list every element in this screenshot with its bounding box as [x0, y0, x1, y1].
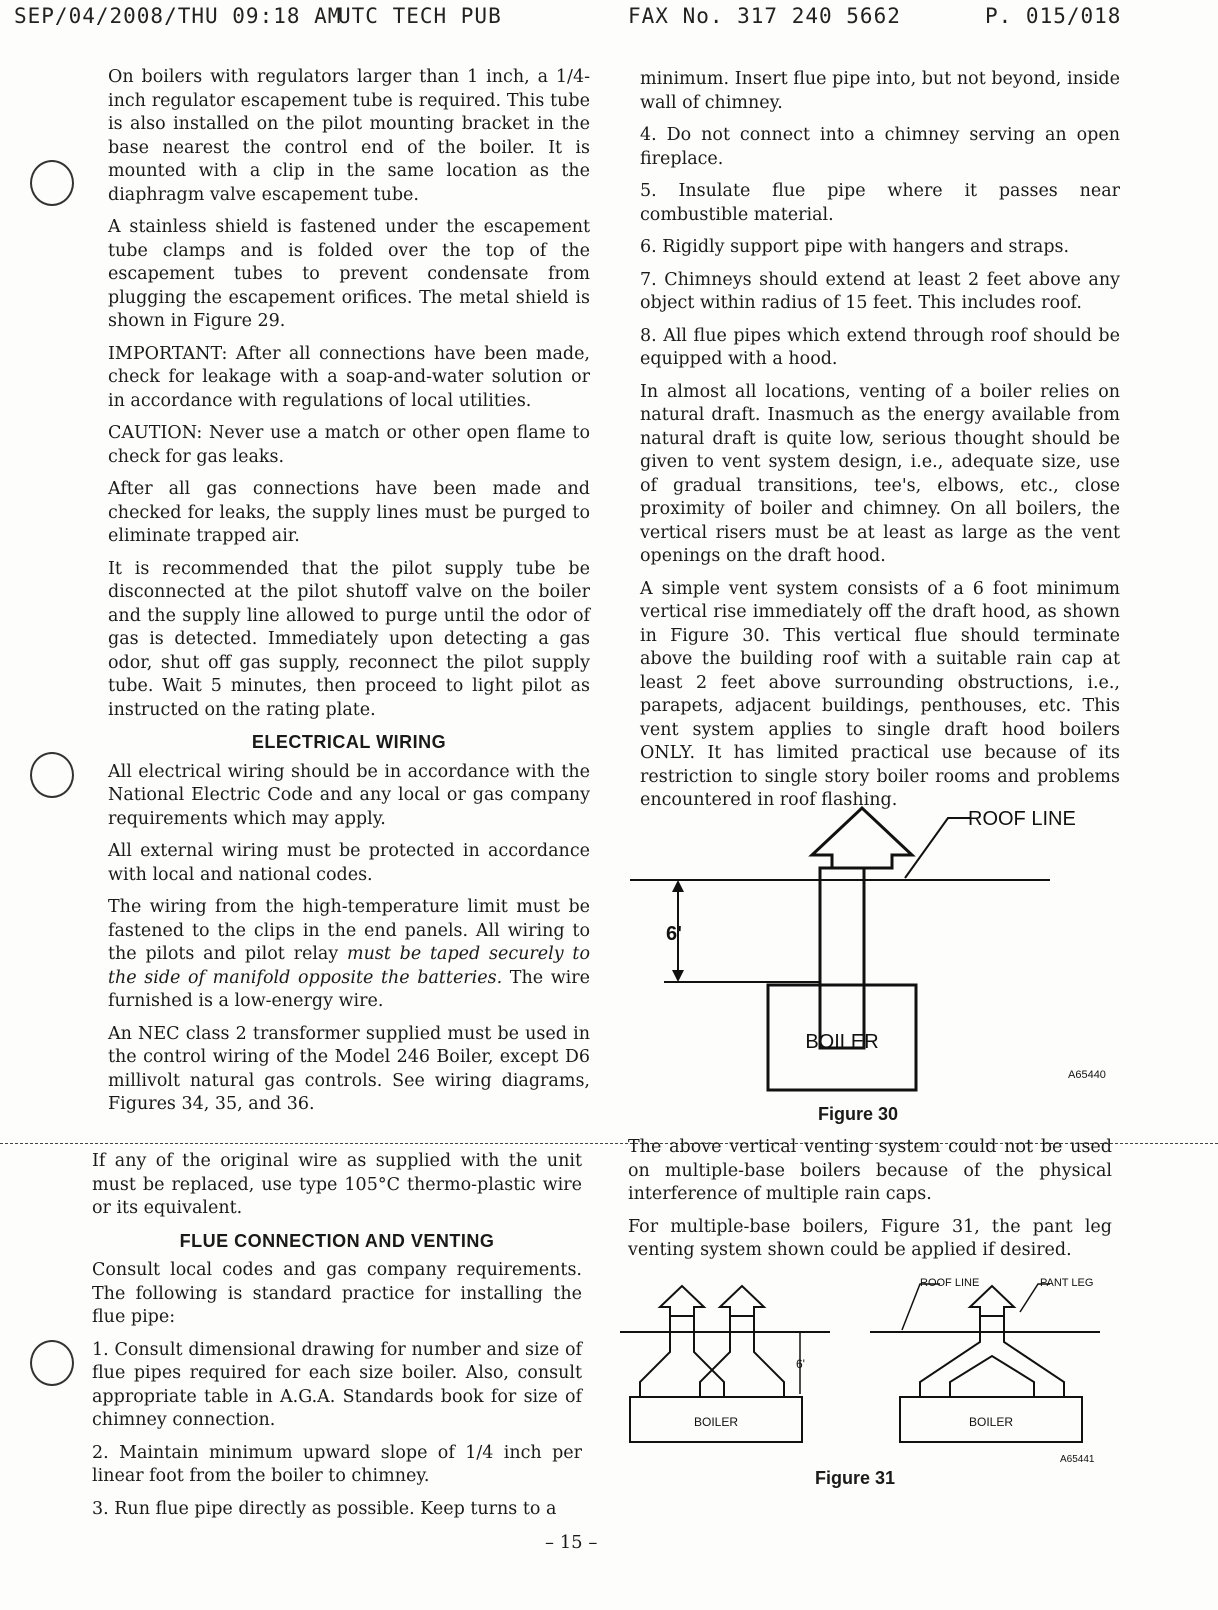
section-heading-flue: FLUE CONNECTION AND VENTING: [179, 1230, 495, 1251]
text-run: The wiring from the high-temperature limit must be fastened to the clips in the end panels. All wiring to the pilots and pilot relay: [108, 897, 590, 964]
flue-pipe: [820, 868, 864, 1048]
right-column-upper: [640, 68, 1120, 822]
paragraph: For multiple-base boilers, Figure 31, the pant leg venting system shown could be applied if desired.: [628, 1216, 1112, 1260]
list-item: 5. Insulate flue pipe where it passes near combustible material.: [640, 181, 1120, 225]
paragraph: All external wiring must be protected in accordance with local and national codes.: [108, 841, 590, 885]
paragraph: The above vertical venting system could not be used on multiple-base boilers because of the physical interference of multiple rain caps.: [628, 1137, 1112, 1204]
list-item: 8. All flue pipes which extend through roof should be equipped with a hood.: [640, 325, 1120, 369]
list-item: 4. Do not connect into a chimney serving an open fireplace.: [640, 125, 1120, 169]
paragraph: On boilers with regulators larger than 1 inch, a 1/4-inch regulator escapement tube is required. This tube is also installed on the pilot mounting bracket in the base nearest the control end of the boiler. It is mounted with a clip in the same location as the diaphragm valve escapement tube.: [108, 67, 590, 205]
figure-31: [620, 1272, 1120, 1468]
figure-31-caption: Figure 31: [815, 1468, 896, 1488]
rain-cap-icon: [970, 1286, 1014, 1316]
figure-30-caption: Figure 30: [818, 1104, 899, 1124]
list-item: 7. Chimneys should extend at least 2 feet above any object within radius of 15 feet. This includes roof.: [640, 269, 1120, 313]
left-column-lower: [92, 1150, 582, 1530]
flue-pipe: [640, 1316, 724, 1397]
paragraph: It is recommended that the pilot supply tube be disconnected at the pilot shutoff valve on the boiler and the supply line allowed to purge until the odor of gas is detected. Immediately upon detecting a gas odor, shut off gas supply, reconnect the pilot supply tube. Wait 5 minutes, then proceed to light pilot as instructed on the rating plate.: [108, 558, 590, 720]
text-run: The wire furnished is a low-energy wire.: [108, 967, 590, 1011]
figure-30: [630, 808, 1170, 1140]
paragraph: A simple vent system consists of a 6 foot minimum vertical rise immediately off the draft hood, as shown in Figure 30. This vertical flue should terminate above the building roof with a suitable rain cap at least 2 feet above surrounding obstructions, i.e., parapets, adjacent buildings, penthouses, etc. This vent system applies to single draft hood boilers ONLY. It has limited practical use because of its restriction to single story boiler rooms and problems encountered in roof flashing.: [640, 578, 1120, 810]
section-heading-electrical: ELECTRICAL WIRING: [251, 732, 447, 752]
left-column-upper: [108, 66, 590, 1126]
boiler-label: BOILER: [693, 1415, 739, 1429]
list-item: 3. Run flue pipe directly as possible. Keep turns to a: [92, 1498, 557, 1519]
rain-cap-icon: [660, 1286, 704, 1316]
fax-dept: UTC TECH PUB: [338, 4, 502, 28]
roof-line-label: ROOF LINE: [968, 808, 1076, 830]
paragraph: A stainless shield is fastened under the escapement tube clamps and is folded over the top of the escapement tubes to prevent condensate from plugging the escapement orifices. The metal shield is shown in Figure 29.: [108, 217, 590, 331]
roof-line-leader: [905, 818, 970, 878]
list-item: 2. Maintain minimum upward slope of 1/4 inch per linear foot from the boiler to chimney.: [92, 1442, 582, 1486]
list-item: 6. Rigidly support pipe with hangers and straps.: [640, 237, 1070, 257]
punch-hole-bottom: [30, 1340, 74, 1386]
boiler-label: BOILER: [968, 1415, 1014, 1429]
pant-leg-pipe: [920, 1316, 1064, 1397]
list-item: 1. Consult dimensional drawing for number and size of flue pipes required for each size boiler. Also, consult appropriate table in A.G.A. Standards book for size of chimney connection.: [92, 1339, 582, 1430]
figure-30-drawing: [630, 808, 1170, 1140]
figure-code: A65440: [1068, 1069, 1106, 1081]
paragraph: Consult local codes and gas company requirements. The following is standard practice for installing the flue pipe:: [92, 1260, 582, 1327]
paragraph: [108, 896, 590, 1014]
height-label: 6': [796, 1357, 805, 1371]
paragraph: CAUTION: Never use a match or other open flame to check for gas leaks.: [108, 423, 590, 467]
paragraph: IMPORTANT: After all connections have been made, check for leakage with a soap-and-water solution or in accordance with regulations of local utilities.: [108, 343, 590, 411]
arrow-up-icon: [672, 880, 684, 892]
right-column-lower: [628, 1136, 1112, 1272]
boiler-label: BOILER: [805, 1031, 879, 1053]
height-label: 6': [666, 923, 682, 945]
arrow-down-icon: [672, 970, 684, 982]
paragraph: minimum. Insert flue pipe into, but not beyond, inside wall of chimney.: [640, 69, 1120, 113]
roof-line-label: ROOF LINE: [920, 1277, 980, 1289]
punch-hole-middle: [30, 752, 74, 798]
paragraph: All electrical wiring should be in accordance with the National Electric Code and any local or gas company requirements which may apply.: [108, 761, 590, 829]
figure-code: A65441: [1060, 1454, 1095, 1465]
paragraph: In almost all locations, venting of a boiler relies on natural draft. Inasmuch as the energy available from natural draft is quite low, serious thought should be given to vent system design, i.e., adequate size, use of gradual transitions, tee's, elbows, etc., close proximity of boiler and chimney. On all boilers, the vertical risers must be at least as large as the vent openings on the draft hood.: [640, 381, 1120, 566]
paragraph: If any of the original wire as supplied with the unit must be replaced, use type 105°C thermo-plastic wire or its equivalent.: [92, 1151, 582, 1218]
punch-hole-top: [30, 160, 74, 206]
figure-31-drawing: [620, 1272, 1120, 1468]
italic-warning: must be taped securely to the side of manifold opposite the batteries.: [108, 944, 590, 988]
fax-number: FAX No. 317 240 5662: [628, 4, 901, 28]
flue-pipe: [700, 1316, 784, 1397]
rain-cap-icon: [720, 1286, 764, 1316]
pant-leg-label: PANT LEG: [1040, 1277, 1094, 1289]
paragraph: An NEC class 2 transformer supplied must be used in the control wiring of the Model 246 Boiler, except D6 millivolt natural gas controls. See wiring diagrams, Figures 34, 35, and 36.: [108, 1023, 590, 1114]
fax-page: P. 015/018: [985, 4, 1122, 28]
roof-line-leader: [902, 1284, 940, 1330]
fax-date: SEP/04/2008/THU 09:18 AM: [14, 4, 342, 28]
page-number: – 15 –: [545, 1532, 598, 1553]
paragraph: After all gas connections have been made and checked for leaks, the supply lines must be purged to eliminate trapped air.: [108, 479, 590, 546]
